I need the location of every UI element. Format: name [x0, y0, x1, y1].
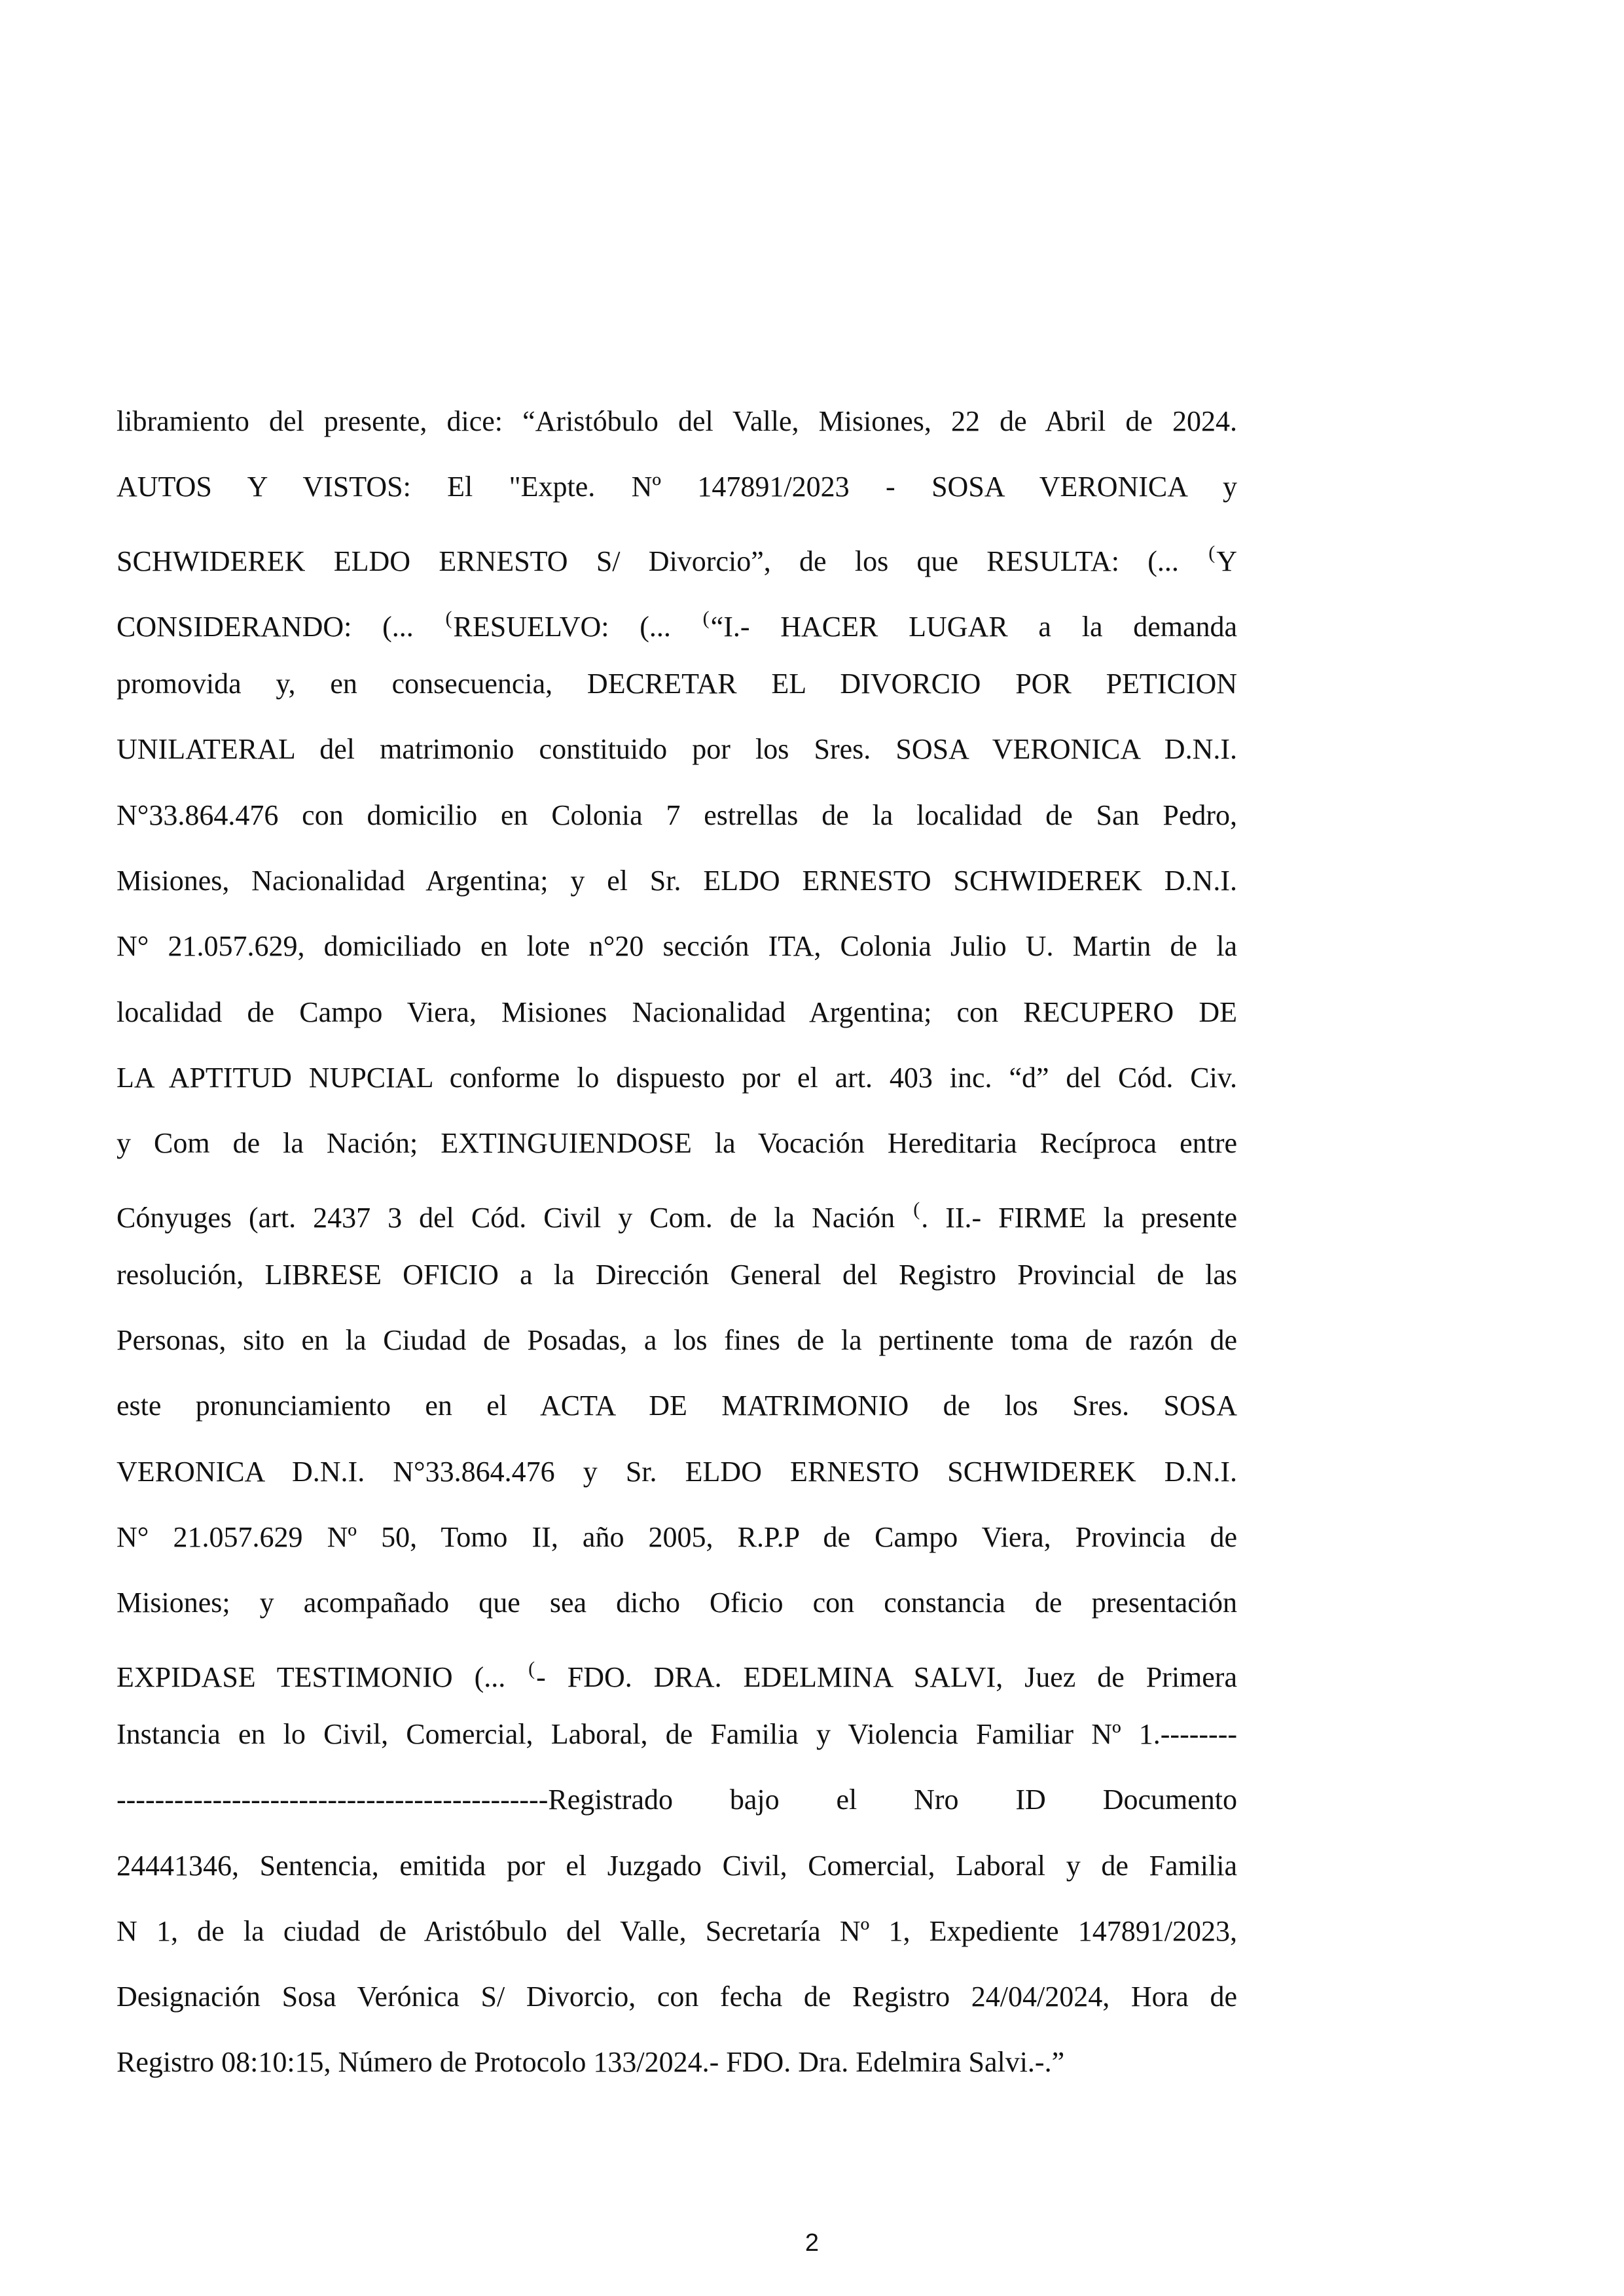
body-line: Misiones; y acompañado que sea dicho Oficio con constancia de presentación [117, 1587, 1237, 1619]
line-segment: “I.- HACER LUGAR a la demanda [710, 610, 1238, 643]
line-segment: SCHWIDEREK ELDO ERNESTO S/ Divorcio”, de los que RESULTA: (... [117, 545, 1179, 577]
superscript-mark: ( [528, 1657, 535, 1679]
body-line: Registro 08:10:15, Número de Protocolo 133/2024.- FDO. Dra. Edelmira Salvi.-.” [117, 2046, 1065, 2079]
body-line: Designación Sosa Verónica S/ Divorcio, con fecha de Registro 24/04/2024, Hora de [117, 1981, 1237, 2013]
body-line: libramiento del presente, dice: “Aristóbulo del Valle, Misiones, 22 de Abril de 2024. [117, 405, 1237, 437]
superscript-mark: ( [913, 1198, 920, 1220]
body-line [117, 1186, 1237, 1251]
body-line: Personas, sito en la Ciudad de Posadas, a los fines de la pertinente toma de razón de [117, 1324, 1237, 1357]
body-line: este pronunciamiento en el ACTA DE MATRIMONIO de los Sres. SOSA [117, 1390, 1237, 1422]
body-line: N° 21.057.629 Nº 50, Tomo II, año 2005, R.P.P de Campo Viera, Provincia de [117, 1521, 1237, 1554]
line-segment: - FDO. DRA. EDELMINA SALVI, Juez de Primera [536, 1660, 1237, 1693]
line-segment: RESUELVO: (... [453, 610, 671, 643]
document-body [117, 398, 1237, 2105]
line-segment: . II.- FIRME la presente [921, 1201, 1237, 1234]
superscript-mark: ( [445, 607, 452, 629]
body-line: Misiones, Nacionalidad Argentina; y el Sr. ELDO ERNESTO SCHWIDEREK D.N.I. [117, 865, 1237, 897]
body-line: N°33.864.476 con domicilio en Colonia 7 estrellas de la localidad de San Pedro, [117, 798, 1237, 831]
body-line: ---------------------------------------------Registrado bajo el Nro ID Documento [117, 1784, 1237, 1816]
body-line: UNILATERAL del matrimonio constituido por los Sres. SOSA VERONICA D.N.I. [117, 733, 1237, 766]
body-line: AUTOS Y VISTOS: El "Expte. Nº 147891/2023 - SOSA VERONICA y [117, 471, 1237, 503]
body-line: N° 21.057.629, domiciliado en lote n°20 sección ITA, Colonia Julio U. Martin de la [117, 930, 1237, 963]
body-line: promovida y, en consecuencia, DECRETAR EL DIVORCIO POR PETICION [117, 668, 1237, 700]
body-line [117, 529, 1237, 595]
body-line [117, 595, 1237, 660]
line-segment: CONSIDERANDO: (... [117, 610, 414, 643]
line-segment: Cónyuges (art. 2437 3 del Cód. Civil y Com. de la Nación [117, 1201, 895, 1234]
body-line: y Com de la Nación; EXTINGUIENDOSE la Vocación Hereditaria Recíproca entre [117, 1127, 1237, 1160]
body-line: Instancia en lo Civil, Comercial, Laboral, de Familia y Violencia Familiar Nº 1.-------- [117, 1717, 1237, 1750]
body-line: 24441346, Sentencia, emitida por el Juzgado Civil, Comercial, Laboral y de Familia [117, 1849, 1237, 1882]
body-line: VERONICA D.N.I. N°33.864.476 y Sr. ELDO ERNESTO SCHWIDEREK D.N.I. [117, 1455, 1237, 1488]
line-segment: Y [1216, 545, 1237, 577]
line-segment: EXPIDASE TESTIMONIO (... [117, 1660, 506, 1693]
body-line: localidad de Campo Viera, Misiones Nacionalidad Argentina; con RECUPERO DE [117, 996, 1237, 1028]
body-line: resolución, LIBRESE OFICIO a la Dirección General del Registro Provincial de las [117, 1258, 1237, 1291]
body-line: LA APTITUD NUPCIAL conforme lo dispuesto por el art. 403 inc. “d” del Cód. Civ. [117, 1061, 1237, 1094]
body-line [117, 1645, 1237, 1711]
superscript-mark: ( [702, 607, 710, 629]
body-line: N 1, de la ciudad de Aristóbulo del Valle, Secretaría Nº 1, Expediente 147891/2023, [117, 1914, 1237, 1947]
superscript-mark: ( [1208, 541, 1216, 564]
page-number: 2 [804, 2229, 820, 2257]
